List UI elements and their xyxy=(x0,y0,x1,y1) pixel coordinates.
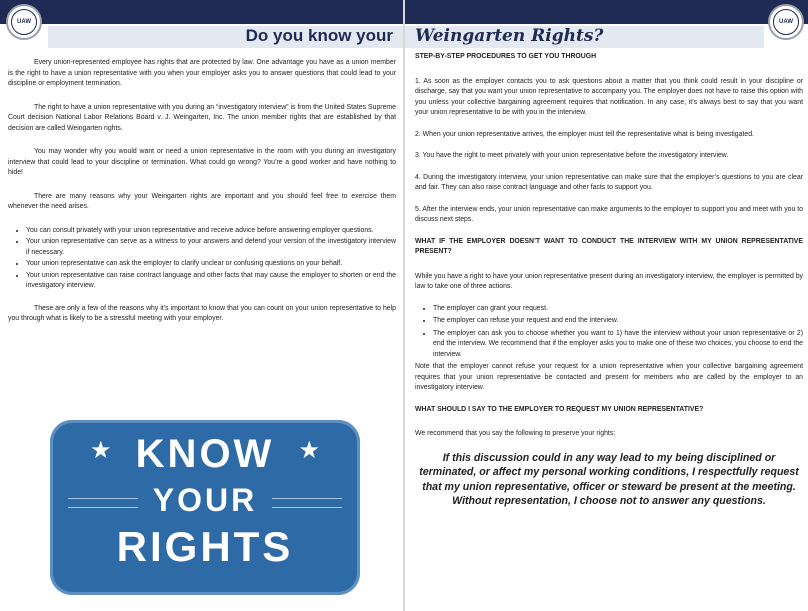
step-item: 1. As soon as the employer contacts you to ask questions about a matter that you think could result in your discipline or discharge, say that you want your union representative to accompany you. The employer does not have to raise this option with you unless your collective bargaining agreement requires that notification. In any case, it’s always best to say that you want your union representative to be with you in the interview. xyxy=(415,77,803,116)
note-paragraph: Note that the employer cannot refuse your request for a union representative when your collective bargaining agreement requires that your union representative be contacted and present for members who are called by the employer to an investigatory interview. xyxy=(415,363,803,391)
section-heading: WHAT IF THE EMPLOYER DOESN’T WANT TO CONDUCT THE INTERVIEW WITH MY UNION REPRESENTATIVE PRESENT? xyxy=(415,237,803,255)
list-item: • The employer can refuse your request and end the interview. xyxy=(433,316,803,327)
list-item: • Your union representative can raise contract language and other facts that may cause the employer to shorten or end the investigatory interview. xyxy=(26,271,396,292)
step-item: 2. When your union representative arrives, the employer must tell the representative what is being investigated. xyxy=(415,130,754,138)
step-item: 4. During the investigatory interview, your union representative can make sure that the employer’s questions to you are clear and fair. They can also raise contract language and other facts to support you. xyxy=(415,173,803,191)
paragraph: Every union-represented employee has rights that are protected by law. One advantage you have as a union member is the right to have a union representative with you when your employer asks you to answer questions that could lead to your discipline or employment termination. xyxy=(8,59,396,87)
left-body xyxy=(8,58,396,338)
know-your-rights-badge xyxy=(50,420,360,595)
paragraph: While you have a right to have your union representative present during an investigatory interview, the employer is permitted by law to take one of three actions. xyxy=(415,272,803,290)
right-page xyxy=(405,0,808,611)
header-bar xyxy=(0,0,403,24)
right-body xyxy=(415,52,803,509)
list-item: • Your union representative can ask the employer to clarify unclear or confusing questions on your behalf. xyxy=(26,259,396,270)
uaw-seal-logo xyxy=(6,4,42,40)
step-item: 3. You have the right to meet privately with your union representative before the investigatory interview. xyxy=(415,152,729,159)
star-icon: ★ xyxy=(298,437,320,464)
employer-options-list xyxy=(415,304,803,361)
seal-text: UAW xyxy=(773,9,799,35)
seal-text: UAW xyxy=(11,9,37,35)
header-bar xyxy=(405,0,808,24)
section-heading: STEP-BY-STEP PROCEDURES TO GET YOU THROUGH xyxy=(415,53,597,60)
star-icon: ★ xyxy=(90,437,112,464)
page-title-right: Weingarten Rights? xyxy=(415,26,604,46)
list-item: • You can consult privately with your union representative and receive advice before answering employer questions. xyxy=(26,226,396,237)
uaw-seal-logo xyxy=(768,4,804,40)
page-title-left: Do you know your xyxy=(245,26,393,45)
left-page xyxy=(0,0,403,611)
paragraph: You may wonder why you would want or need a union representative in the room with you during an investigatory interview that could lead to your discipline or termination. What could go wrong? You’re a good worker and have nothing to hide! xyxy=(8,148,396,176)
rights-bullet-list xyxy=(8,226,396,292)
list-item: • Your union representative can serve as a witness to your answers and defend your version of the investigatory interview if necessary. xyxy=(26,237,396,258)
badge-word-know: KNOW xyxy=(135,432,275,476)
list-item: • The employer can ask you to choose whether you want to 1) have the interview without your union representative or 2) end the interview. We recommend that if the employer asks you to make one of these two choices, you choose to end the interview. xyxy=(433,329,803,361)
badge-word-your: YOUR xyxy=(152,482,258,518)
step-item: 5. After the interview ends, your union representative can make arguments to the employer to support you and meet with you to discuss next steps. xyxy=(415,205,803,223)
paragraph: There are many reasons why your Weingarten rights are important and you should feel free to exercise them whenever the need arises. xyxy=(8,192,396,210)
badge-word-rights: RIGHTS xyxy=(116,523,294,570)
request-quote: If this discussion could in any way lead to my being disciplined or terminated, or affect my personal working conditions, I respectfully request that my union representative, officer or steward be present at the meeting. Without representation, I choose not to answer any questions. xyxy=(419,451,799,507)
paragraph: The right to have a union representative with you during an “investigatory interview” is from the United States Supreme Court decision National Labor Relations Board v. J. Weingarten, Inc. The union member rights that are established by that decision are called Weingarten rights. xyxy=(8,103,396,132)
paragraph: We recommend that you say the following to preserve your rights: xyxy=(415,430,616,437)
closing-paragraph: These are only a few of the reasons why it’s important to know that you can count on your union representative to help you through what is likely to be a stressful meeting with your employer. xyxy=(8,304,396,322)
section-heading: WHAT SHOULD I SAY TO THE EMPLOYER TO REQUEST MY UNION REPRESENTATIVE? xyxy=(415,405,704,413)
list-item: • The employer can grant your request. xyxy=(433,304,803,315)
